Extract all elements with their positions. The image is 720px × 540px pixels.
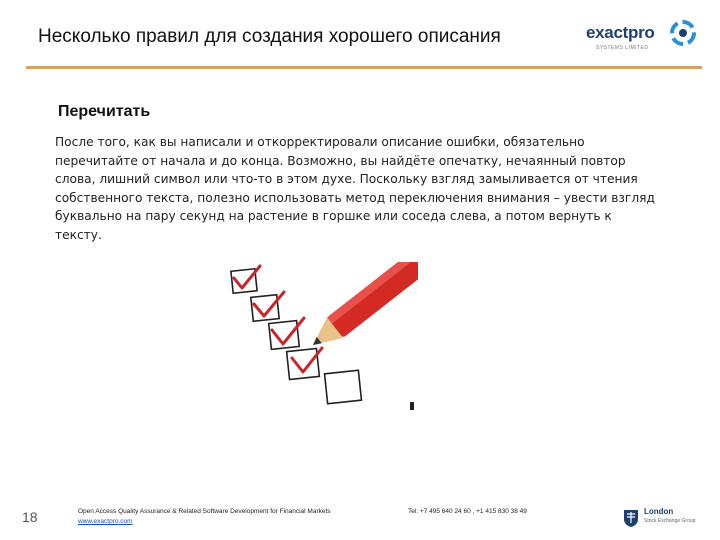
logo-text: exactpro (586, 23, 655, 42)
footer-company: Open Access Quality Assurance & Related Software Development for Financial Markets (78, 508, 331, 515)
checklist-pencil-image (222, 262, 418, 410)
footer-phone: Tel: +7 495 640 24 60 , +1 415 830 38 49 (408, 508, 527, 515)
logo-subtitle: SYSTEMS LIMITED (596, 45, 649, 51)
footer-url-link[interactable]: www.exactpro.com (78, 518, 133, 525)
exactpro-icon (670, 20, 696, 46)
lse-subtitle: Stock Exchange Group (644, 518, 696, 524)
exactpro-logo (586, 20, 696, 54)
lse-london-text: London (644, 507, 674, 516)
header-divider (26, 66, 702, 69)
page-number: 18 (22, 509, 38, 525)
lse-crest-icon (622, 508, 640, 528)
lse-logo (622, 506, 702, 532)
section-heading: Перечитать (58, 103, 151, 120)
slide-title: Несколько правил для создания хорошего описания (38, 26, 501, 47)
body-paragraph: После того, как вы написали и откорректировали описание ошибки, обязательно перечитайте от начала и до конца. Возможно, вы найдёте опечатку, нечаянный повтор слова, лишний символ или что-то в этом духе. Поскольку взгляд замыливается от чтения собственного текста, полезно использовать метод переключения внимания – увести взгляд буквально на пару секунд на растение в горшке или соседа слева, а потом вернуть к тексту. (55, 135, 655, 242)
